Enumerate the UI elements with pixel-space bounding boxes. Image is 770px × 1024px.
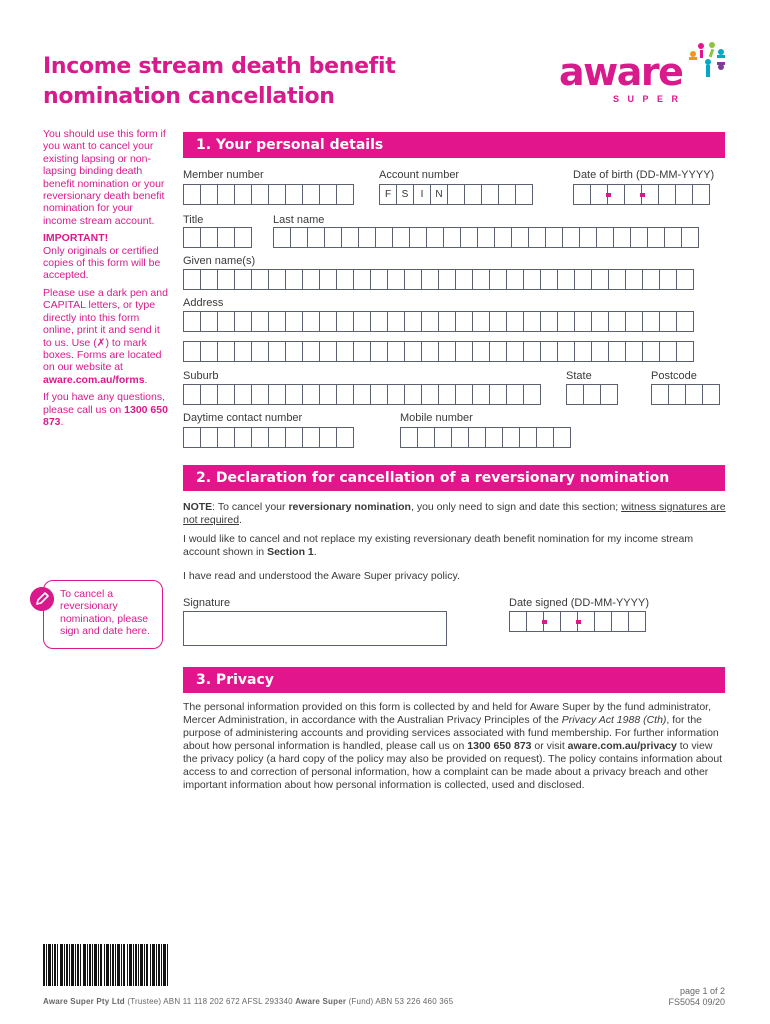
date-signed-label: Date signed (DD-MM-YYYY): [509, 597, 649, 609]
logo-sub: SUPER: [613, 94, 687, 104]
account-prefix-char: N: [430, 184, 448, 205]
mobile-label: Mobile number: [400, 412, 473, 424]
address-label: Address: [183, 297, 224, 309]
privacy-act: Privacy Act 1988 (Cth): [561, 714, 667, 726]
form-title: [43, 52, 463, 112]
phone-end: .: [60, 415, 64, 428]
title-field[interactable]: [183, 227, 251, 248]
note-label: NOTE: [183, 501, 213, 513]
aware-super-logo: [555, 40, 730, 110]
suburb-field[interactable]: [183, 384, 540, 405]
privacy-phone[interactable]: 1300 650 873: [467, 740, 532, 752]
declaration-end: .: [313, 546, 317, 558]
daytime-field[interactable]: [183, 427, 353, 448]
sign-here-callout: To cancel a reversionary nomination, please sign and date here.: [43, 580, 163, 649]
member-number-field[interactable]: [183, 184, 353, 205]
important-label: IMPORTANT!: [43, 232, 109, 245]
section2-heading: 2. Declaration for cancellation of a reversionary nomination: [183, 465, 725, 491]
last-name-label: Last name: [273, 214, 325, 226]
declaration-text: I would like to cancel and not replace my existing reversionary death benefit nomination for my income stream account shown in: [183, 533, 694, 558]
privacy-link[interactable]: aware.com.au/privacy: [567, 740, 677, 752]
pencil-icon: [30, 587, 54, 611]
page-info: [668, 986, 725, 1008]
dob-field[interactable]: [573, 184, 709, 205]
postcode-field[interactable]: [651, 384, 719, 405]
fund-name: Aware Super: [295, 997, 347, 1006]
sidebar-intro: You should use this form if you want to cancel your existing lapsing or non-lapsing binding death benefit nomination or your reversionary death benefit nomination for your income stream account.: [43, 128, 166, 227]
state-field[interactable]: [566, 384, 617, 405]
mobile-field[interactable]: [400, 427, 570, 448]
page-number: page 1 of 2: [679, 986, 725, 996]
last-name-field[interactable]: [273, 227, 698, 248]
given-names-label: Given name(s): [183, 255, 256, 267]
privacy-text: or visit: [531, 740, 568, 752]
barcode: [43, 944, 168, 986]
account-prefix-char: I: [413, 184, 431, 205]
section2-declaration: [183, 533, 728, 559]
suburb-label: Suburb: [183, 370, 219, 382]
date-signed-field[interactable]: [509, 611, 645, 632]
note-text: , you only need to sign and date this section;: [410, 501, 622, 513]
privacy-text: , for the purpose of administering accounts and providing services associated with fund membership. For further information about how personal information is handled, please call us on: [183, 714, 719, 752]
form-title-line1: Income stream death benefit: [43, 54, 396, 79]
trustee-name: Aware Super Pty Ltd: [43, 997, 125, 1006]
footer-legal: [43, 997, 453, 1006]
privacy-text: to view the privacy policy (a hard copy of the policy may also be provided on request). The policy contains information about access to and correction of personal information, how a complaint can be made about a privacy breach and other important information about how personal information is collected, used and disclosed.: [183, 740, 723, 791]
section2-note: [183, 501, 728, 527]
form-title-line2: nomination cancellation: [43, 84, 335, 109]
trustee-text: (Trustee) ABN 11 118 202 672 AFSL 293340: [124, 997, 296, 1006]
given-names-field[interactable]: [183, 269, 693, 290]
address-line1-field[interactable]: [183, 311, 693, 332]
sidebar-questions: [43, 391, 168, 428]
privacy-statement: [183, 701, 728, 792]
member-number-label: Member number: [183, 169, 264, 181]
note-underline: witness signatures are not required: [183, 501, 726, 526]
pen-text: Please use a dark pen and CAPITAL letters, or type directly into this form online, print it and send it to us. Use (✗) to mark boxes. Forms are located on our website at: [43, 286, 168, 374]
forms-link[interactable]: aware.com.au/forms: [43, 373, 145, 386]
note-bold: reversionary nomination: [288, 501, 411, 513]
form-code: FS5054 09/20: [668, 997, 725, 1007]
title-label: Title: [183, 214, 204, 226]
privacy-text: The personal information provided on this form is collected by and held for Aware Super by the fund administrator, Mercer Administration, in accordance with the Australian Privacy Principles of the: [183, 701, 712, 726]
sidebar-important: [43, 232, 168, 282]
note-text: : To cancel your: [212, 501, 289, 513]
signature-box[interactable]: [183, 611, 447, 646]
sidebar-pen: [43, 287, 168, 386]
logo-word: aware: [559, 50, 683, 94]
phone-link[interactable]: 1300 650 873: [43, 403, 168, 428]
account-number-label: Account number: [379, 169, 460, 181]
questions-text: If you have any questions, please call us on: [43, 391, 165, 416]
sidebar-instructions: [43, 128, 168, 433]
account-number-field[interactable]: [379, 184, 532, 205]
postcode-label: Postcode: [651, 370, 697, 382]
fund-text: (Fund) ABN 53 226 460 365: [346, 997, 454, 1006]
address-line2-field[interactable]: [183, 341, 693, 362]
account-prefix-char: S: [396, 184, 414, 205]
account-prefix-char: F: [379, 184, 397, 205]
privacy-read-statement: I have read and understood the Aware Super privacy policy.: [183, 570, 460, 582]
section1-heading: 1. Your personal details: [183, 132, 725, 158]
state-label: State: [566, 370, 592, 382]
section3-heading: 3. Privacy: [183, 667, 725, 693]
forms-link-end: .: [144, 373, 148, 386]
daytime-label: Daytime contact number: [183, 412, 303, 424]
important-text: Only originals or certified copies of this form will be accepted.: [43, 244, 161, 282]
declaration-bold: Section 1: [267, 546, 314, 558]
dob-label: Date of birth (DD-MM-YYYY): [573, 169, 715, 181]
signature-label: Signature: [183, 597, 231, 609]
logo-figures-icon: [681, 40, 729, 80]
note-end: .: [239, 514, 242, 526]
